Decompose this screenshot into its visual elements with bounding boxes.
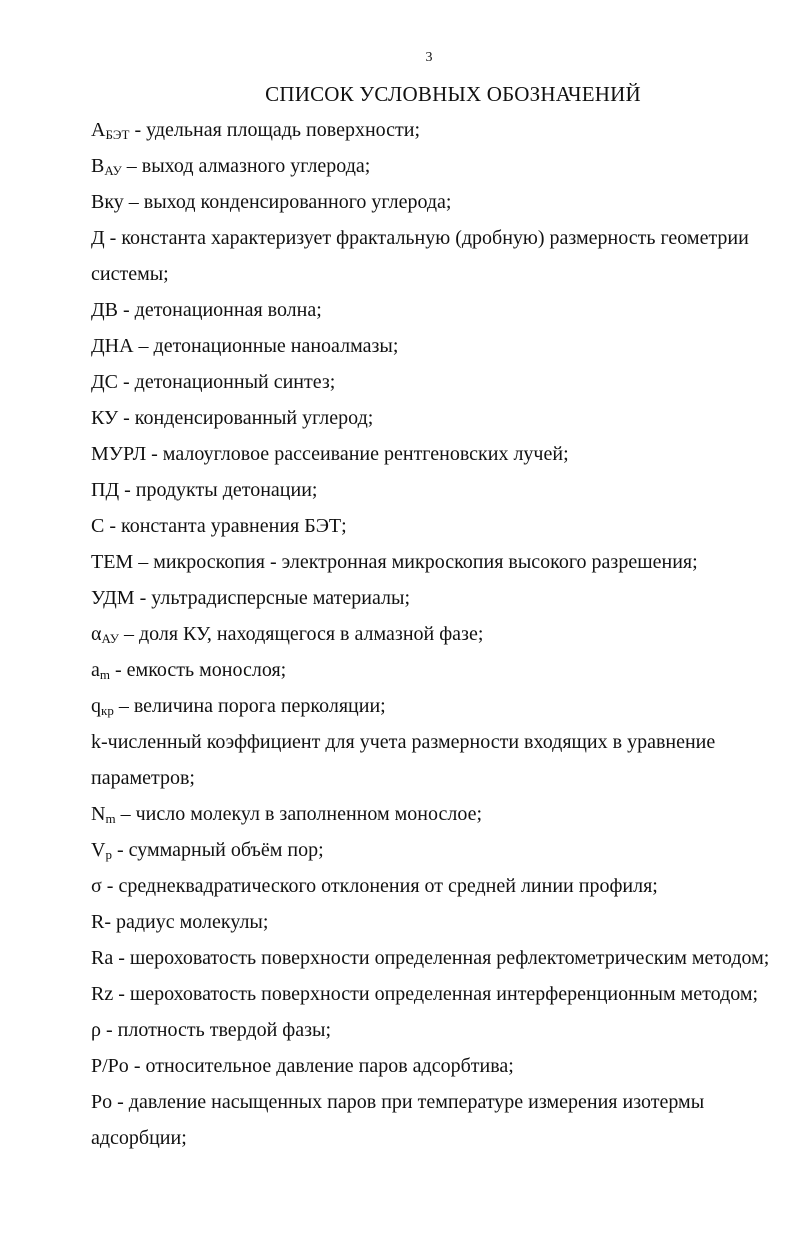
list-item [91,688,763,724]
definition: – число молекул в заполненном монослое; [115,803,483,825]
symbol: ДС [91,371,118,393]
symbol: ТЕМ [91,551,134,573]
list-item [91,472,763,508]
symbol-subscript: АУ [104,163,122,178]
symbol: V [91,839,106,861]
list-item [91,328,763,364]
symbol: С [91,515,105,537]
definition: – величина порога перколяции; [113,695,386,717]
symbol: A [91,119,106,141]
definition: - относительное давление паров адсорбтива; [128,1055,514,1077]
symbol: МУРЛ [91,443,147,465]
definition: - давление насыщенных паров при температуре измерения изотермы адсорбции; [91,1091,705,1149]
definition: - константа уравнения БЭТ; [104,515,347,537]
symbol-subscript: m [99,667,111,682]
symbol: Д [91,227,105,249]
definition: - продукты детонации; [119,479,318,501]
symbol: ДВ [91,299,118,321]
symbol: σ [91,875,102,897]
definition: – доля КУ, находящегося в алмазной фазе; [118,623,484,645]
definition: - конденсированный углерод; [118,407,374,429]
definition: – детонационные наноалмазы; [133,335,399,357]
definition: - шероховатость поверхности определенная рефлектометрическим методом; [113,947,770,969]
definition: - емкость монослоя; [110,659,287,681]
symbol-subscript: АУ [101,631,119,646]
definition: - шероховатость поверхности определенная интерференционным методом; [113,983,759,1005]
symbol: a [91,659,100,681]
symbol: k [91,731,101,753]
symbol: B [91,155,105,177]
definition: - плотность твердой фазы; [100,1019,332,1041]
abbreviation-list [91,112,770,1156]
list-item [91,976,763,1012]
symbol: ПД [91,479,120,501]
list-item [91,904,763,940]
symbol: Вку [91,191,124,213]
page-title: СПИСОК УСЛОВНЫХ ОБОЗНАЧЕНИЙ [265,82,641,106]
definition: - детонационный синтез; [117,371,336,393]
symbol-subscript: кр [101,703,114,718]
list-item [91,292,763,328]
symbol: ДНА [91,335,134,357]
list-item [91,364,763,400]
list-item [91,832,763,868]
list-item [91,112,763,148]
list-item [91,1084,763,1156]
list-item [91,652,763,688]
list-item [91,796,763,832]
definition: - малоугловое рассеивание рентгеновских лучей; [146,443,569,465]
symbol: N [91,803,106,825]
symbol: q [91,695,101,717]
symbol: КУ [91,407,119,429]
symbol: R [91,911,105,933]
list-item [91,940,770,976]
list-item [91,1012,763,1048]
definition: - радиус молекулы; [104,911,269,933]
definition: – выход алмазного углерода; [121,155,371,177]
list-item [91,220,763,292]
definition: – микроскопия - электронная микроскопия высокого разрешения; [133,551,698,573]
page-number: 3 [425,50,433,65]
symbol: α [91,623,102,645]
definition: - удельная площадь поверхности; [129,119,421,141]
list-item [91,400,763,436]
list-item [91,184,763,220]
definition: -численный коэффициент для учета размерности входящих в уравнение параметров; [91,731,716,789]
list-item [91,148,763,184]
list-item [91,868,763,904]
list-item [91,724,763,796]
symbol: Po [91,1091,113,1113]
definition: - суммарный объём пор; [111,839,324,861]
definition: - константа характеризует фрактальную (дробную) размерность геометрии системы; [91,227,749,285]
symbol-subscript: m [105,811,116,826]
symbol: УДМ [91,587,135,609]
list-item [91,436,763,472]
definition: - детонационная волна; [117,299,322,321]
symbol-subscript: БЭТ [105,127,130,142]
definition: - ультрадисперсные материалы; [134,587,411,609]
list-item [91,1048,763,1084]
symbol-subscript: p [105,847,112,862]
list-item [91,616,763,652]
symbol: Ra [91,947,114,969]
list-item [91,580,763,616]
symbol: P/Po [91,1055,129,1077]
list-item [91,508,763,544]
list-item [91,544,763,580]
definition: – выход конденсированного углерода; [123,191,452,213]
symbol: ρ [91,1019,101,1041]
definition: - среднеквадратического отклонения от средней линии профиля; [101,875,658,897]
symbol: Rz [91,983,114,1005]
